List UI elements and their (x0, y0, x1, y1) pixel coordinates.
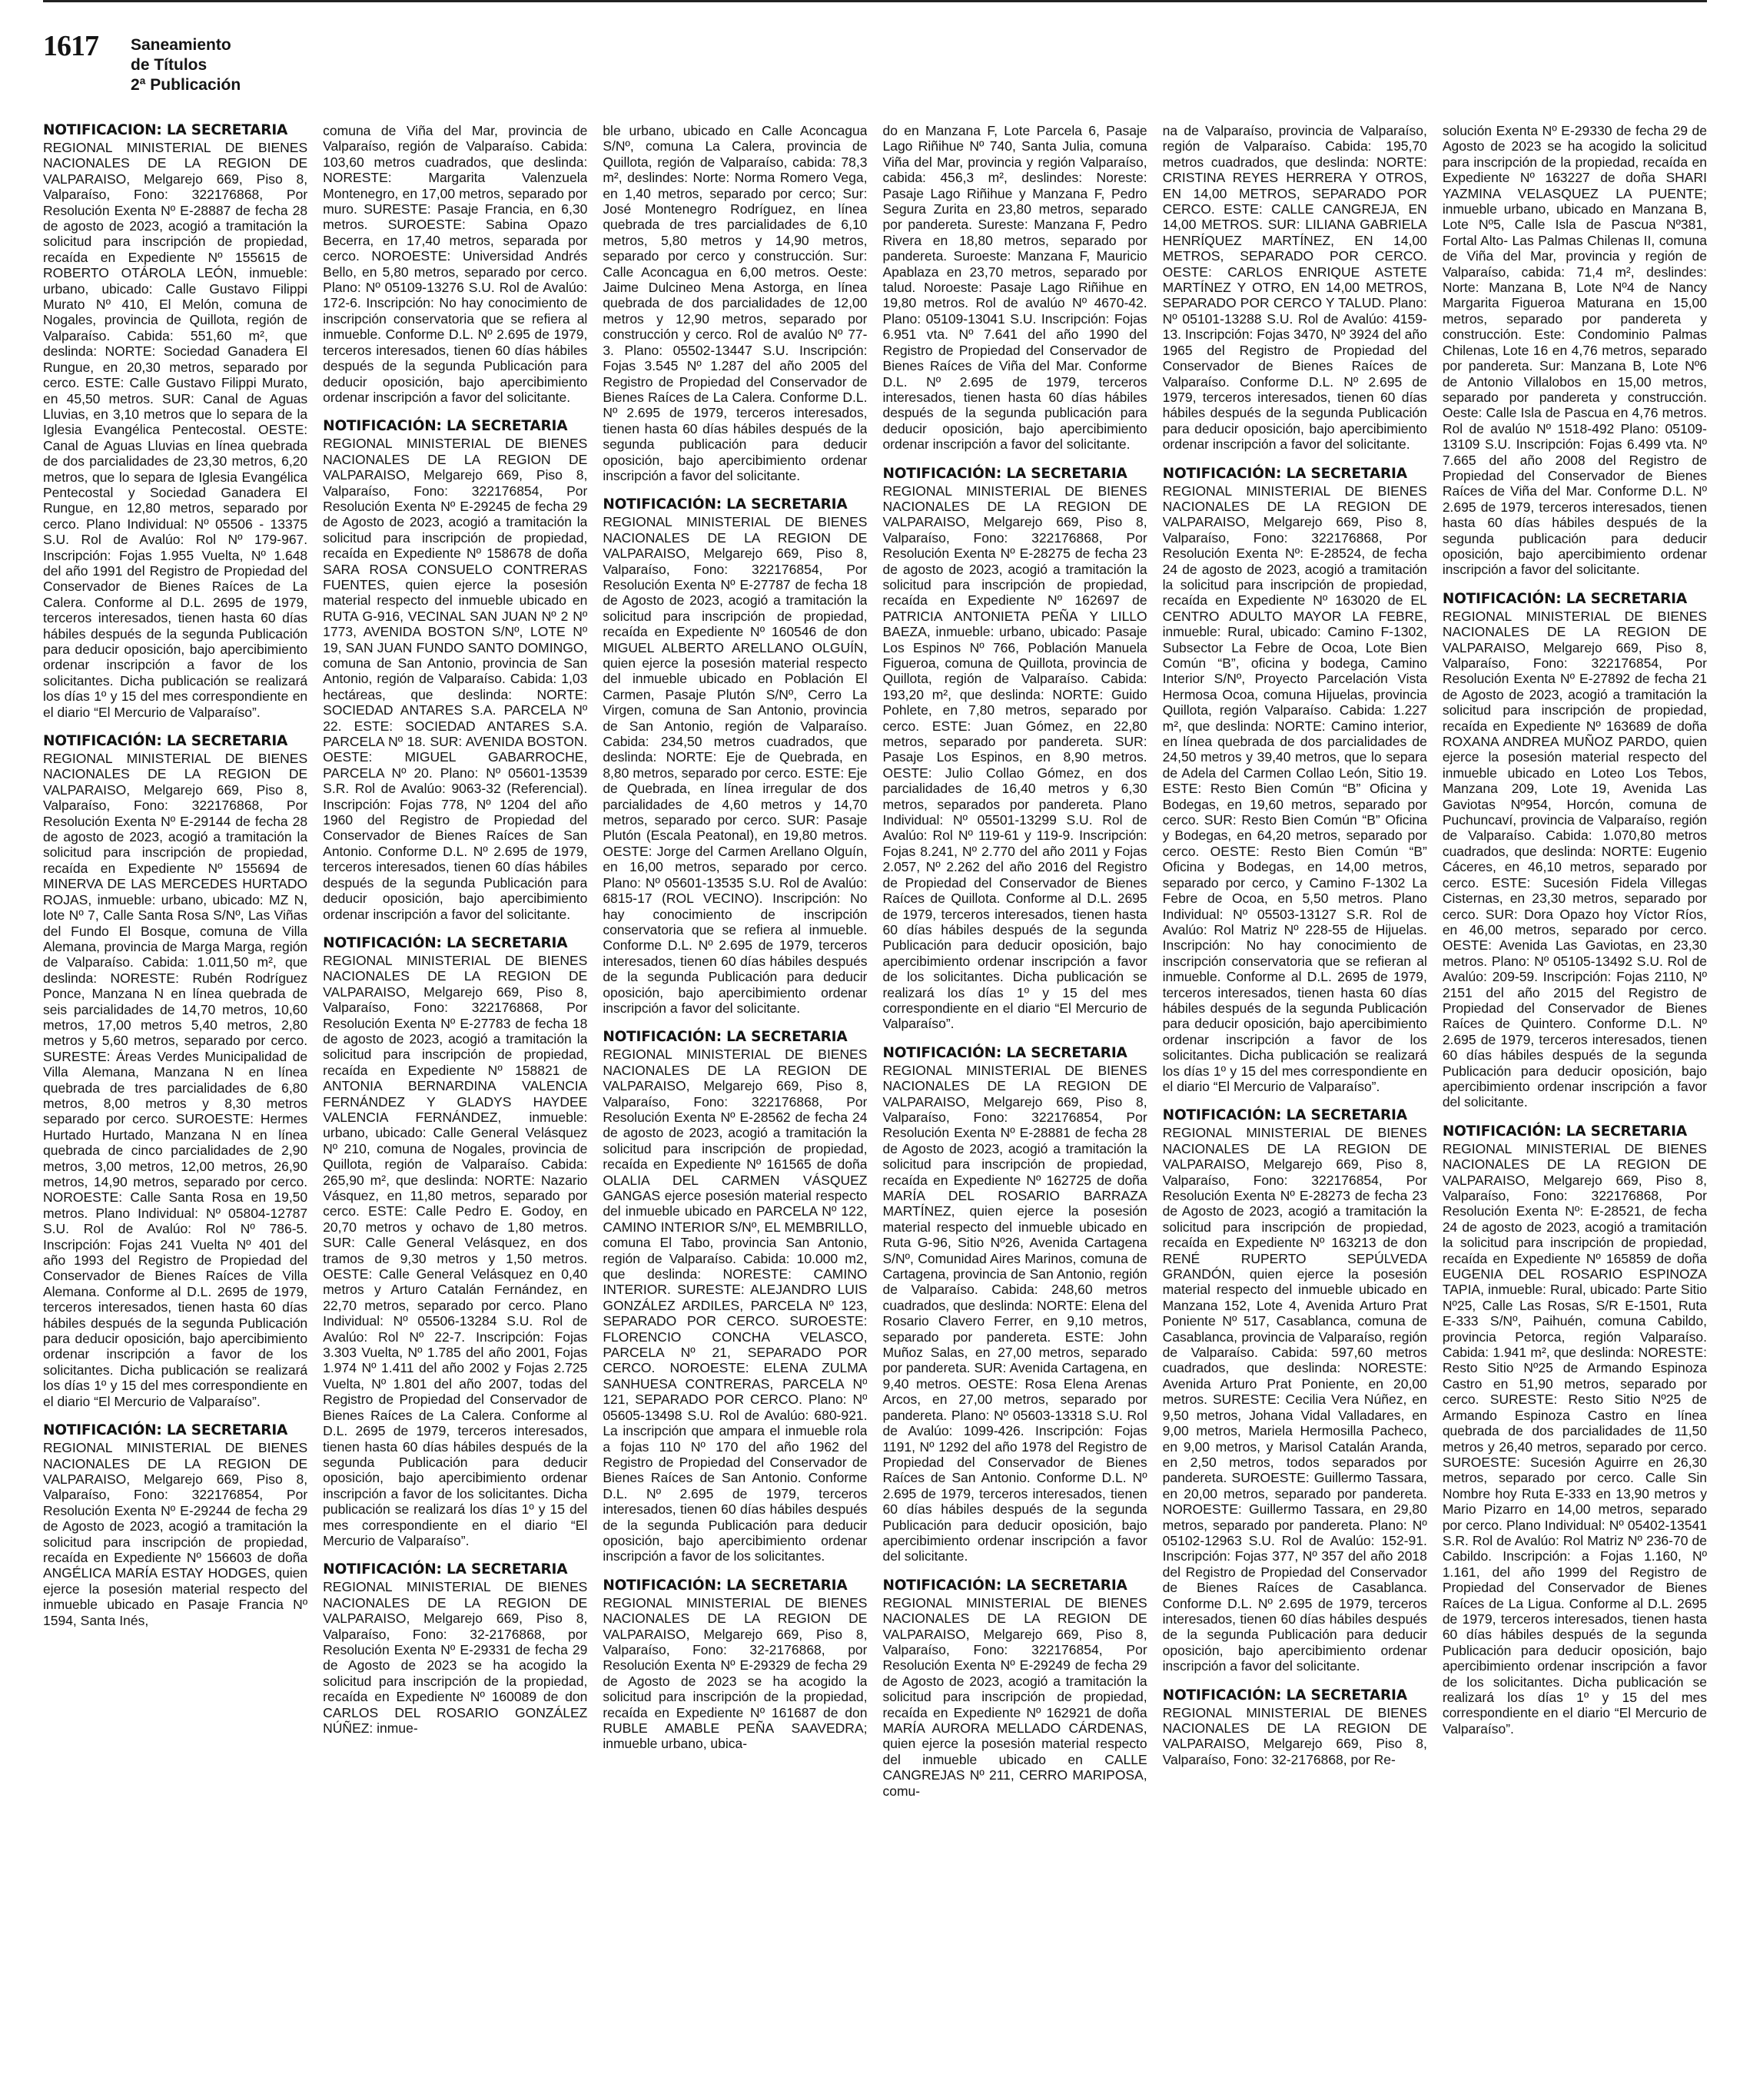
notice (603, 497, 867, 1016)
notice-heading: NOTIFICACIÓN: LA SECRETARIA (603, 1029, 848, 1046)
notice-heading: NOTIFICACIÓN: LA SECRETARIA (43, 123, 288, 138)
notice-body: REGIONAL MINISTERIAL DE BIENES NACIONALES DE LA REGION DE VALPARAISO, Melgarejo 669, Piso 8, Valparaíso, Fono: 32-2176868, por Resolución Exenta Nº E-29329 de fecha 29 de Agosto de 2023 se ha acogido la solicitud para inscripción de la propiedad, recaída en Expediente Nº 161687 de don RUBLE AMABLE PEÑA SAAVEDRA; inmueble urbano, ubica- (603, 1594, 868, 1752)
notice (603, 123, 867, 483)
notice-body: REGIONAL MINISTERIAL DE BIENES NACIONALES DE LA REGION DE VALPARAISO, Melgarejo 669, Piso 8, Valparaíso, Fono: 322176868, Por Resolución Exenta Nº E-29144 de fecha 28 de agosto de 2023, acogió a tramitación la solicitud para inscripción de propiedad, recaída en Expediente Nº 155694 de MINERVA DE LAS MERCEDES HURTADO ROJAS, inmueble: urbano, ubicado: MZ N, lote Nº 7, Calle Santa Rosa S/Nº, Las Viñas del Fundo El Bosque, comuna de Villa Alemana, provincia de Marga Marga, región de Valparaíso. Cabida: 1.011,50 m², que deslinda: NORESTE: Rubén Rodríguez Ponce, Manzana N en línea quebrada de seis parcialidades de 14,70 metros, 10,60 metros, 17,00 metros 5,40 metros, 2,80 metros y 5,60 metros, separado por cerco. SURESTE: Áreas Verdes Municipalidad de Villa Alemana, Manzana N en línea quebrada de tres parcialidades de 6,80 metros, 8,00 metros y 8,30 metros separado por cerco. SUROESTE: Hermes Hurtado Hurtado, Manzana N en línea quebrada de cinco parcialidades de 2,90 metros, 3,00 metros, 12,00 metros, 26,90 metros, 14,90 metros, separado por cerco. NOROESTE: Calle Santa Rosa en 19,50 metros. Plano Individual: Nº 05804-12787 S.U. Rol de Avalúo: Rol Nº 786-5. Inscripción: Fojas 241 Vuelta Nº 401 del año 1993 del Registro de Propiedad del Conservador de Bienes Raíces de Villa Alemana. Conforme al D.L. 2695 de 1979, terceros interesados, tienen hasta 60 días hábiles después de la segunda Publicación para deducir oposición, bajo apercibimiento ordenar inscripción a favor de los solicitantes. Dicha publicación se realizará los días 1º y 15 del mes correspondiente en el diario “El Mercurio de Valparaíso”. (43, 751, 308, 1409)
notice-body: REGIONAL MINISTERIAL DE BIENES NACIONALES DE LA REGION DE VALPARAISO, Melgarejo 669, Piso 8, Valparaíso, Fono: 322176854, Por Resolución Exenta Nº E-27787 de fecha 18 de Agosto de 2023, acogió a tramitación la solicitud para inscripción de propiedad, recaída en Expediente Nº 160546 de don MIGUEL ALBERTO ARELLANO OLGUÍN, quien ejerce la posesión material respecto del inmueble ubicado en Población El Carmen, Pasaje Plutón S/Nº, Cerro La Virgen, comuna de San Antonio, provincia de San Antonio, región de Valparaíso. Cabida: 234,50 metros cuadrados, que deslinda: NORTE: Eje de Quebrada, en 8,80 metros, separado por cerco. ESTE: Eje de Quebrada, en línea irregular de dos parcialidades de 4,60 metros y 14,70 metros, separado por cerco. SUR: Pasaje Plutón (Escala Peatonal), en 19,80 metros. OESTE: Jorge del Carmen Arellano Olguín, en 16,00 metros, separado por cerco. Plano: Nº 05601-13535 S.U. Rol de Avalúo: 6815-17 (ROL VECINO). Inscripción: No hay conocimiento de inscripción conservatoria que se refiera al inmueble. Conforme D.L. Nº 2.695 de 1979, terceros interesados, tienen 60 días hábiles después de la segunda Publicación para deducir oposición, bajo apercibimiento ordenar inscripción a favor del solicitante. (603, 514, 868, 1016)
notice-body: comuna de Viña del Mar, provincia de Valparaíso, región de Valparaíso. Cabida: 103,60 metros cuadrados, que deslinda: NORESTE: Margarita Valenzuela Montenegro, en 17,00 metros, separado por muro. SURESTE: Pasaje Francia, en 6,30 metros. SUROESTE: Sabina Opazo Becerra, en 17,40 metros, separada por cerco. NOROESTE: Universidad Andrés Bello, en 5,80 metros, separado por cerco. Plano: Nº 05109-13276 S.U. Rol de Avalúo: 172-6. Inscripción: No hay conocimiento de inscripción conservatoria que se refiera al inmueble. Conforme D.L. Nº 2.695 de 1979, terceros interesados, tienen 60 días hábiles después de la segunda Publicación para deducir oposición, bajo apercibimiento ordenar inscripción a favor del solicitante. (323, 123, 588, 405)
notice (882, 466, 1147, 1032)
notice-body: solución Exenta Nº E-29330 de fecha 29 de Agosto de 2023 se ha acogido la solicitud para inscripción de la propiedad, recaída en Expediente Nº 163227 de doña SHARI YAZMINA VELASQUEZ LA PUENTE; inmueble urbano, ubicado en Manzana B, Lote Nº5, Calle Isla de Pascua Nº381, Fortal Alto- Las Palmas Chilenas II, comuna de Viña del Mar, provincia y región de Valparaíso, cabida: 71,4 m², deslindes: Norte: Manzana B, Lote Nº4 de Nancy Margarita Figueroa Maturana en 15,00 metros, separado por pandereta y construcción. Este: Condominio Palmas Chilenas, Lote 16 en 4,76 metros, separado por pandereta. Sur: Manzana B, Lote Nº6 de Antonio Villalobos en 15,00 metros, separado por pandereta y construcción. Oeste: Calle Isla de Pascua en 4,76 metros. Rol de avalúo Nº 1518-492 Plano: 05109-13109 S.U. Inscripción: Fojas 6.499 vta. Nº 7.665 del año 2008 del Registro de Propiedad del Conservador de Bienes Raíces de Viña del Mar. Conforme D.L. Nº 2.695 de 1979, terceros interesados, tienen hasta 60 días hábiles después de la segunda publicación para deducir oposición, bajo apercibimiento ordenar inscripción a favor del solicitante. (1442, 123, 1707, 578)
notice (43, 123, 307, 720)
notice (882, 1578, 1147, 1799)
notice (43, 1423, 307, 1628)
notice-body: REGIONAL MINISTERIAL DE BIENES NACIONALES DE LA REGION DE VALPARAISO, Melgarejo 669, Piso 8, Valparaíso, Fono: 32-2176868, por Resolución Exenta Nº E-29331 de fecha 29 de Agosto de 2023 se ha acogido la solicitud para inscripción de la propiedad, recaída en Expediente Nº 160089 de don CARLOS DEL ROSARIO GONZÁLEZ NÚÑEZ: inmue- (323, 1579, 588, 1736)
notice (1163, 1108, 1427, 1674)
section-title-line: Saneamiento (131, 36, 231, 54)
notice-body: REGIONAL MINISTERIAL DE BIENES NACIONALES DE LA REGION DE VALPARAISO, Melgarejo 669, Piso 8, Valparaíso, Fono: 322176854, Por Resolución Exenta Nº E-29245 de fecha 29 de Agosto de 2023, acogió a tramitación la solicitud para inscripción de propiedad, recaída en Expediente Nº 158678 de doña SARA ROSA CONSUELO CONTRERAS FUENTES, quien ejerce la posesión material respecto del inmueble ubicado en RUTA G-916, VECINAL SAN JUAN Nº 2 Nº 1773, AVENIDA BOSTON S/Nº, LOTE Nº 19, SAN JUAN FUNDO SANTO DOMINGO, comuna de San Antonio, provincia de San Antonio, región de Valparaíso. Cabida: 1,03 hectáreas, que deslinda: NORTE: SOCIEDAD ANTARES S.A. PARCELA Nº 22. ESTE: SOCIEDAD ANTARES S.A. PARCELA Nº 18. SUR: AVENIDA BOSTON. OESTE: MIGUEL GABARROCHE, PARCELA Nº 20. Plano: Nº 05601-13539 S.R. Rol de Avalúo: 9063-32 (Referencial). Inscripción: Fojas 778, Nº 1204 del año 1960 del Registro de Propiedad del Conservador de Bienes Raíces de San Antonio. Conforme D.L. Nº 2.695 de 1979, terceros interesados, tienen 60 días hábiles después de la segunda Publicación para deducir oposición, bajo apercibimiento ordenar inscripción a favor del solicitante. (323, 436, 588, 922)
column-6 (1443, 123, 1707, 2090)
notice-heading: NOTIFICACIÓN: LA SECRETARIA (323, 1561, 568, 1578)
notice (1443, 1124, 1707, 1737)
section-title-line: de Títulos (131, 56, 208, 74)
notice-heading: NOTIFICACIÓN: LA SECRETARIA (603, 496, 848, 513)
notice-heading: NOTIFICACIÓN: LA SECRETARIA (1162, 465, 1407, 482)
notice-body: REGIONAL MINISTERIAL DE BIENES NACIONALES DE LA REGION DE VALPARAISO, Melgarejo 669, Piso 8, Valparaíso, Fono: 322176868, Por Resolución Exenta Nº: E-28524, de fecha 24 de agosto de 2023, acogió a tramitación la solicitud para inscripción de propiedad, recaída en Expediente Nº 163020 de EL CENTRO ADULTO MAYOR LA FEBRE, inmueble: Rural, ubicado: Camino F-1302, Subsector La Febre de Ocoa, Lote Bien Común “B”, oficina y bodega, Camino Interior S/Nº, Proyecto Parcelación Vista Hermosa Ocoa, comuna Hijuelas, provincia Quillota, región Valparaíso. Cabida: 1.227 m², que deslinda: NORTE: Camino interior, en línea quebrada de dos parcialidades de 24,50 metros y 39,40 metros, que lo separa de Adela del Carmen Collao León, Sitio 19. ESTE: Resto Bien Común “B” Oficina y Bodegas, en 19,60 metros, separado por cerco. SUR: Resto Bien Común “B” Oficina y Bodegas, en 64,20 metros, separado por cerco. OESTE: Resto Bien Común “B” Oficina y Bodegas, en 14,00 metros, separado por cerco, y Camino F-1302 La Febre de Ocoa, en 5,50 metros. Plano Individual: Nº 05503-13127 S.R. Rol de Avalúo: Rol Matriz Nº 228-55 de Hijuelas. Inscripción: No hay conocimiento de inscripción conservatoria que se refieran al inmueble. Conforme al D.L. 2695 de 1979, terceros interesados, tienen hasta 60 días hábiles después de la segunda Publicación para deducir oposición, bajo apercibimiento ordenar inscripción a favor de los solicitantes. Dicha publicación se realizará los días 1º y 15 del mes correspondiente en el diario “El Mercurio de Valparaíso”. (1162, 483, 1427, 1094)
notice (1163, 1688, 1427, 1768)
column-1 (43, 123, 307, 2090)
notice-body: REGIONAL MINISTERIAL DE BIENES NACIONALES DE LA REGION DE VALPARAISO, Melgarejo 669, Piso 8, Valparaíso, Fono: 322176868, Por Resolución Exenta Nº E-27783 de fecha 18 de agosto de 2023, acogió a tramitación la solicitud para inscripción de propiedad, recaída en Expediente Nº 158821 de ANTONIA BERNARDINA VALENCIA FERNÁNDEZ Y GLADYS HAYDEE VALENCIA FERNÁNDEZ, inmueble: urbano, ubicado: Calle General Velásquez Nº 210, comuna de Nogales, provincia de Quillota, región de Valparaíso. Cabida: 265,90 m², que deslinda: NORTE: Nazario Vásquez, en 11,80 metros, separado por cerco. ESTE: Calle Pedro E. Godoy, en 20,70 metros y ochavo de 1,80 metros. SUR: Calle General Velásquez, en dos tramos de 9,30 metros y 1,50 metros. OESTE: Calle General Velásquez en 0,40 metros y Arturo Catalán Fernández, en 22,70 metros, separado por cerco. Plano Individual: Nº 05506-13284 S.U. Rol de Avalúo: Rol Nº 22-7. Inscripción: Fojas 3.303 Vuelta, Nº 1.785 del año 2001, Fojas 1.974 Nº 1.411 del año 2002 y Fojas 2.725 Vuelta, Nº 1.801 del año 2007, todas del Registro de Propiedad del Conservador de Bienes Raíces de La Calera. Conforme al D.L. 2695 de 1979, terceros interesados, tienen hasta 60 días hábiles después de la segunda Publicación para deducir oposición, bajo apercibimiento ordenar inscripción a favor de los solicitantes. Dicha publicación se realizará los días 1º y 15 del mes correspondiente en el diario “El Mercurio de Valparaíso”. (323, 952, 588, 1548)
notice-heading: NOTIFICACIÓN: LA SECRETARIA (1162, 1107, 1407, 1124)
notice-heading: NOTIFICACIÓN: LA SECRETARIA (603, 1577, 848, 1594)
notice-body: REGIONAL MINISTERIAL DE BIENES NACIONALES DE LA REGION DE VALPARAISO, Melgarejo 669, Piso 8, Valparaíso, Fono: 322176854, Por Resolución Exenta Nº E-28881 de fecha 28 de Agosto de 2023, acogió a tramitación la solicitud para inscripción de propiedad, recaída en Expediente Nº 162725 de doña MARÍA DEL ROSARIO BARRAZA MARTÍNEZ, quien ejerce la posesión material respecto del inmueble ubicado en Ruta G-96, Sitio Nº26, Avenida Cartagena S/Nº, Comunidad Aires Marinos, comuna de Cartagena, provincia de San Antonio, región de Valparaíso. Cabida: 248,60 metros cuadrados, que deslinda: NORTE: Elena del Rosario Clavero Ferrer, en 9,10 metros, separado por pandereta. ESTE: John Muñoz Salas, en 27,00 metros, separado por pandereta. SUR: Avenida Cartagena, en 9,40 metros. OESTE: Rosa Elena Arenas Arcos, en 27,00 metros, separado por pandereta. Plano: Nº 05603-13318 S.U. Rol de Avalúo: 1099-426. Inscripción: Fojas 1191, Nº 1292 del año 1978 del Registro de Propiedad del Conservador de Bienes Raíces de San Antonio. Conforme D.L. Nº 2.695 de 1979, terceros interesados, tienen 60 días hábiles después de la segunda Publicación para deducir oposición, bajo apercibimiento ordenar inscripción a favor del solicitante. (882, 1062, 1147, 1564)
top-rule (43, 0, 1707, 2)
notice-body: REGIONAL MINISTERIAL DE BIENES NACIONALES DE LA REGION DE VALPARAISO, Melgarejo 669, Piso 8, Valparaíso, Fono: 322176854, Por Resolución Exenta Nº E-28273 de fecha 23 de Agosto de 2023, acogió a tramitación la solicitud para inscripción de propiedad, recaída en Expediente Nº 163213 de don RENÉ RUPERTO SEPÚLVEDA GRANDÓN, quien ejerce la posesión material respecto del inmueble ubicado en Manzana 152, Lote 4, Avenida Arturo Prat Poniente Nº 517, Casablanca, comuna de Casablanca, provincia de Valparaíso, región de Valparaíso. Cabida: 597,60 metros cuadrados, que deslinda: NORESTE: Avenida Arturo Prat Poniente, en 20,00 metros. SURESTE: Cecilia Vera Núñez, en 9,50 metros, Johana Vidal Valladares, en 9,00 metros, Mariela Hermosilla Pacheco, en 9,00 metros, y Marisol Catalán Aranda, en 2,50 metros, todos separados por pandereta. SUROESTE: Guillermo Tassara, en 20,00 metros, separado por pandereta. NOROESTE: Guillermo Tassara, en 29,80 metros, separado por pandereta. Plano: Nº 05102-12963 S.U. Rol de Avalúo: 152-91. Inscripción: Fojas 377, Nº 357 del año 2018 del Registro de Propiedad del Conservador de Bienes Raíces de Casablanca. Conforme D.L. Nº 2.695 de 1979, terceros interesados, tienen 60 días hábiles después de la segunda Publicación para deducir oposición, bajo apercibimiento ordenar inscripción a favor del solicitante. (1162, 1125, 1427, 1674)
notice (323, 1562, 587, 1736)
notice-body: REGIONAL MINISTERIAL DE BIENES NACIONALES DE LA REGION DE VALPARAISO, Melgarejo 669, Piso 8, Valparaíso, Fono: 322176868, Por Resolución Exenta Nº E-28562 de fecha 24 de agosto de 2023, acogió a tramitación la solicitud para inscripción de propiedad, recaída en Expediente Nº 161565 de doña OLALIA DEL CARMEN VÁSQUEZ GANGAS ejerce posesión material respecto del inmueble ubicado en PARCELA Nº 122, CAMINO INTERIOR S/Nº, EL MEMBRILLO, comuna El Tabo, provincia San Antonio, región de Valparaíso. Cabida: 10.000 m2, que deslinda: NORESTE: CAMINO INTERIOR. SURESTE: ALEJANDRO LUIS GONZÁLEZ ARDILES, PARCELA Nº 123, SEPARADO POR CERCO. SUROESTE: FLORENCIO CONCHA VELASCO, PARCELA Nº 21, SEPARADO POR CERCO. NOROESTE: ELENA ZULMA SANHUESA CONTRERAS, PARCELA Nº 121, SEPARADO POR CERCO. Plano: Nº 05605-13498 S.U. Rol de Avalúo: 680-921. La inscripción que ampara el inmueble rola a fojas 110 Nº 170 del año 1962 del Registro de Propiedad del Conservador de Bienes Raíces de San Antonio. Conforme D.L. Nº 2.695 de 1979, terceros interesados, tienen 60 días hábiles después de la segunda Publicación para deducir oposición, bajo apercibimiento ordenar inscripción a favor de los solicitantes. (603, 1047, 868, 1564)
notice (43, 734, 307, 1409)
notice-heading: NOTIFICACIÓN: LA SECRETARIA (1442, 1123, 1687, 1140)
notice-body: REGIONAL MINISTERIAL DE BIENES NACIONALES DE LA REGION DE VALPARAISO, Melgarejo 669, Piso 8, Valparaíso, Fono: 322176854, Por Resolución Exenta Nº E-29249 de fecha 29 de Agosto de 2023, acogió a tramitación la solicitud para inscripción de propiedad, recaída en Expediente Nº 162921 de doña MARÍA AURORA MELLADO CÁRDENAS, quien ejerce la posesión material respecto del inmueble ubicado en CALLE CANGREJAS Nº 211, CERRO MARIPOSA, comu- (882, 1594, 1147, 1799)
section-title (131, 35, 300, 95)
notice (882, 123, 1147, 453)
column-2 (323, 123, 587, 2090)
notice-body: REGIONAL MINISTERIAL DE BIENES NACIONALES DE LA REGION DE VALPARAISO, Melgarejo 669, Piso 8, Valparaíso, Fono: 322176854, Por Resolución Exenta Nº E-29244 de fecha 29 de Agosto de 2023, acogió a tramitación la solicitud para inscripción de propiedad, recaída en Expediente Nº 156603 de doña ANGÉLICA MARÍA ESTAY HODGES, quien ejerce la posesión material respecto del inmueble ubicado en Pasaje Francia Nº 1594, Santa Inés, (43, 1440, 308, 1628)
notice-body: REGIONAL MINISTERIAL DE BIENES NACIONALES DE LA REGION DE VALPARAISO, Melgarejo 669, Piso 8, Valparaíso, Fono: 322176868, Por Resolución Exenta Nº E-28275 de fecha 23 de agosto de 2023, acogió a tramitación la solicitud para inscripción de propiedad, recaída en Expediente Nº 162697 de PATRICIA ANTONIETA PEÑA Y LILLO BAEZA, inmueble: urbano, ubicado: Pasaje Los Espinos Nº 766, Población Manuela Figueroa, comuna de Quillota, provincia de Quillota, región de Valparaíso. Cabida: 193,20 m², que deslinda: NORTE: Guido Pohlete, en 7,80 metros, separado por cerco. ESTE: Juan Gómez, en 22,80 metros, separado por pandereta. SUR: Pasaje Los Espinos, en 8,90 metros. OESTE: Julio Collao Gómez, en dos parcialidades de 16,40 metros y 6,30 metros, separados por pandereta. Plano Individual: Nº 05501-13299 S.U. Rol de Avalúo: Rol Nº 119-61 y 119-9. Inscripción: Fojas 8.241, Nº 2.770 del año 2011 y Fojas 2.057, Nº 2.262 del año 2016 del Registro de Propiedad del Conservador de Bienes Raíces de Quillota. Conforme al D.L. 2695 de 1979, terceros interesados, tienen hasta 60 días hábiles después de la segunda Publicación para deducir oposición, bajo apercibimiento ordenar inscripción a favor de los solicitantes. Dicha publicación se realizará los días 1º y 15 del mes correspondiente en el diario “El Mercurio de Valparaíso”. (882, 483, 1147, 1032)
column-3 (603, 123, 867, 2090)
notice-body: REGIONAL MINISTERIAL DE BIENES NACIONALES DE LA REGION DE VALPARAISO, Melgarejo 669, Piso 8, Valparaíso, Fono: 322176868, Por Resolución Exenta Nº: E-28521, de fecha 24 de agosto de 2023, acogió a tramitación la solicitud para inscripción de propiedad, recaída en Expediente Nº 165859 de doña EUGENIA DEL ROSARIO ESPINOZA TAPIA, inmueble: Rural, ubicado: Parte Sitio Nº25, Calle Las Rosas, S/R E-1501, Ruta E-333 S/Nº, Paihuén, comuna Cabildo, provincia Petorca, región Valparaíso. Cabida: 1.941 m², que deslinda: NORESTE: Resto Sitio Nº25 de Armando Espinoza Castro en 51,90 metros, separado por cerco. SURESTE: Resto Sitio Nº25 de Armando Espinoza Castro en línea quebrada de dos parcialidades de 11,50 metros y 26,40 metros, separado por cerco. SUROESTE: Sucesión Aguirre en 26,30 metros, separado por cerco. Calle Sin Nombre hoy Ruta E-333 en 13,90 metros y Mario Pizarro en 14,00 metros, separado por cerco. Plano Individual: Nº 05402-13541 S.R. Rol de Avalúo: Rol Matriz Nº 236-70 de Cabildo. Inscripción: a Fojas 1.160, Nº 1.161, del año 1999 del Registro de Propiedad del Conservador de Bienes Raíces de La Ligua. Conforme al D.L. 2695 de 1979, terceros interesados, tienen hasta 60 días hábiles después de la segunda Publicación para deducir oposición, bajo apercibimiento ordenar inscripción a favor de los solicitantes. Dicha publicación se realizará los días 1º y 15 del mes correspondiente en el diario “El Mercurio de Valparaíso”. (1442, 1140, 1707, 1737)
notice-heading: NOTIFICACIÓN: LA SECRETARIA (1162, 1687, 1407, 1704)
notice (1443, 123, 1707, 578)
notice (323, 936, 587, 1548)
notice (1443, 592, 1707, 1110)
notice-body: REGIONAL MINISTERIAL DE BIENES NACIONALES DE LA REGION DE VALPARAISO, Melgarejo 669, Piso 8, Valparaíso, Fono: 322176868, Por Resolución Exenta Nº E-28887 de fecha 28 de agosto de 2023, acogió a tramitación la solicitud para inscripción de propiedad, recaída en Expediente Nº 155615 de ROBERTO OTÁROLA LEÓN, inmueble: urbano, ubicado: Calle Gustavo Filippi Murato Nº 410, El Melón, comuna de Nogales, provincia de Quillota, región de Valparaíso. Cabida: 551,60 m², que deslinda: NORTE: Sociedad Ganadera El Rungue, en 20,30 metros, separado por cerco. ESTE: Calle Gustavo Filippi Murato, en 45,50 metros. SUR: Canal de Aguas Lluvias, en 3,10 metros que lo separa de la Iglesia Evangélica Pentecostal. OESTE: Canal de Aguas Lluvias en línea quebrada de dos parcialidades de 23,30 metros, 6,20 metros, que lo separa de Iglesia Evangélica Pentecostal y Sociedad Ganadera El Rungue, en 12,80 metros, separado por cerco. Plano Individual: Nº 05506 - 13375 S.U. Rol de Avalúo: Rol Nº 179-967. Inscripción: Fojas 1.955 Vuelta, Nº 1.648 del año 1991 del Registro de Propiedad del Conservador de Bienes Raíces de La Calera. Conforme al D.L. 2695 de 1979, terceros interesados, tienen hasta 60 días hábiles después de la segunda Publicación para deducir oposición, bajo apercibimiento ordenar inscripción a favor de los solicitantes. Dicha publicación se realizará los días 1º y 15 del mes correspondiente en el diario “El Mercurio de Valparaíso”. (43, 140, 308, 720)
notice-heading: NOTIFICACIÓN: LA SECRETARIA (882, 1044, 1127, 1061)
column-5 (1163, 123, 1427, 2090)
notice (603, 1578, 867, 1752)
section-title-line: 2ª Publicación (131, 76, 241, 94)
notice (1163, 466, 1427, 1095)
notice (882, 1046, 1147, 1564)
notice-heading: NOTIFICACIÓN: LA SECRETARIA (43, 733, 288, 750)
notices-grid (43, 123, 1707, 2090)
notice-heading: NOTIFICACIÓN: LA SECRETARIA (43, 1422, 288, 1439)
notice (1163, 123, 1427, 453)
notice-heading: NOTIFICACIÓN: LA SECRETARIA (882, 465, 1127, 482)
notice-heading: NOTIFICACIÓN: LA SECRETARIA (1442, 590, 1687, 607)
notice-body: na de Valparaíso, provincia de Valparaíso, región de Valparaíso. Cabida: 195,70 metros cuadrados, que deslinda: NORTE: CRISTINA REYES HERRERA Y OTROS, EN 14,00 METROS, SEPARADO POR CERCO. ESTE: CALLE CANGREJA, EN 14,00 METROS. SUR: LILIANA GABRIELA HENRÍQUEZ MARTÍNEZ, EN 14,00 METROS, SEPARADO POR CERCO. OESTE: CARLOS ENRIQUE ASTETE MARTÍNEZ Y OTRO, EN 14,00 METROS, SEPARADO POR CERCO Y TALUD. Plano: Nº 05101-13288 S.U. Rol de Avalúo: 4159-13. Inscripción: Fojas 3470, Nº 3924 del año 1965 del Registro de Propiedad del Conservador de Bienes Raíces de Valparaíso. Conforme D.L. Nº 2.695 de 1979, terceros interesados, tienen 60 días hábiles después de la segunda Publicación para deducir oposición, bajo apercibimiento ordenar inscripción a favor del solicitante. (1162, 123, 1427, 453)
notice (323, 123, 587, 405)
column-4 (882, 123, 1147, 2090)
notice (323, 419, 587, 922)
notice-heading: NOTIFICACIÓN: LA SECRETARIA (323, 934, 568, 951)
notice-body: do en Manzana F, Lote Parcela 6, Pasaje Lago Riñihue Nº 740, Santa Julia, comuna Viña del Mar, provincia y región Valparaíso, cabida: 456,3 m², deslindes: Noreste: Pasaje Lago Riñihue y Manzana F, Pedro Segura Zurita en 23,80 metros, separado por pandereta. Sureste: Manzana F, Pedro Rivera en 18,80 metros, separado por pandereta. Suroeste: Manzana F, Mauricio Apablaza en 23,70 metros, separado por talud. Noroeste: Pasaje Lago Riñihue en 19,80 metros. Rol de avalúo Nº 4670-42. Plano: 05109-13041 S.U. Inscripción: Fojas 6.951 vta. Nº 7.641 del año 1990 del Registro de Propiedad del Conservador de Bienes Raíces de Viña del Mar. Conforme D.L. Nº 2.695 de 1979, terceros interesados, tienen hasta 60 días hábiles después de la segunda publicación para deducir oposición, bajo apercibimiento ordenar inscripción a favor del solicitante. (882, 123, 1147, 453)
notice-heading: NOTIFICACIÓN: LA SECRETARIA (323, 418, 568, 435)
notice-body: REGIONAL MINISTERIAL DE BIENES NACIONALES DE LA REGION DE VALPARAISO, Melgarejo 669, Piso 8, Valparaíso, Fono: 322176854, Por Resolución Exenta Nº E-27892 de fecha 21 de Agosto de 2023, acogió a tramitación la solicitud para inscripción de propiedad, recaída en Expediente Nº 163689 de doña ROXANA ANDREA MUÑOZ PARDO, quien ejerce la posesión material respecto del inmueble ubicado en Loteo Los Tebos, Manzana 209, Lote 19, Avenida Las Gaviotas Nº954, Horcón, comuna de Puchuncaví, provincia de Valparaíso, región de Valparaíso. Cabida: 1.070,80 metros cuadrados, que deslinda: NORTE: Eugenio Cáceres, en 46,10 metros, separado por cerco. ESTE: Sucesión Fidela Villegas Cisternas, en 23,30 metros, separado por cerco. SUR: Dora Opazo hoy Víctor Ríos, en 46,00 metros, separado por cerco. OESTE: Avenida Las Gaviotas, en 23,30 metros. Plano: Nº 05105-13492 S.U. Rol de Avalúo: 209-59. Inscripción: Fojas 2110, Nº 2151 del año 2015 del Registro de Propiedad del Conservador de Bienes Raíces de Quintero. Conforme D.L. Nº 2.695 de 1979, terceros interesados, tienen 60 días hábiles después de la segunda Publicación para deducir oposición, bajo apercibimiento ordenar inscripción a favor del solicitante. (1442, 608, 1707, 1110)
notice-heading: NOTIFICACIÓN: LA SECRETARIA (882, 1577, 1127, 1594)
notice-body: ble urbano, ubicado en Calle Aconcagua S/Nº, comuna La Calera, provincia de Quillota, región de Valparaíso, cabida: 78,3 m², deslindes: Norte: Norma Romero Vega, en 1,40 metros, separado por cerco; Sur: José Montenegro Rodríguez, en línea quebrada de tres parcialidades de 6,10 metros, 5,80 metros y 14,90 metros, separado por cerco y construcción. Sur: Calle Aconcagua en 6,00 metros. Oeste: Jaime Dulcineo Mena Astorga, en línea quebrada de dos parcialidades de 12,00 metros y 12,90 metros, separado por construcción y cerco. Rol de avalúo Nº 77-3. Plano: 05502-13447 S.U. Inscripción: Fojas 3.545 Nº 1.287 del año 2005 del Registro de Propiedad del Conservador de Bienes Raíces de La Calera. Conforme D.L. Nº 2.695 de 1979, terceros interesados, tienen hasta 60 días hábiles después de la segunda publicación para deducir oposición, bajo apercibimiento ordenar inscripción a favor del solicitante. (603, 123, 868, 483)
notice (603, 1030, 867, 1564)
notice-body: REGIONAL MINISTERIAL DE BIENES NACIONALES DE LA REGION DE VALPARAISO, Melgarejo 669, Piso 8, Valparaíso, Fono: 32-2176868, por Re- (1162, 1704, 1427, 1767)
page-number: 1617 (43, 30, 98, 62)
